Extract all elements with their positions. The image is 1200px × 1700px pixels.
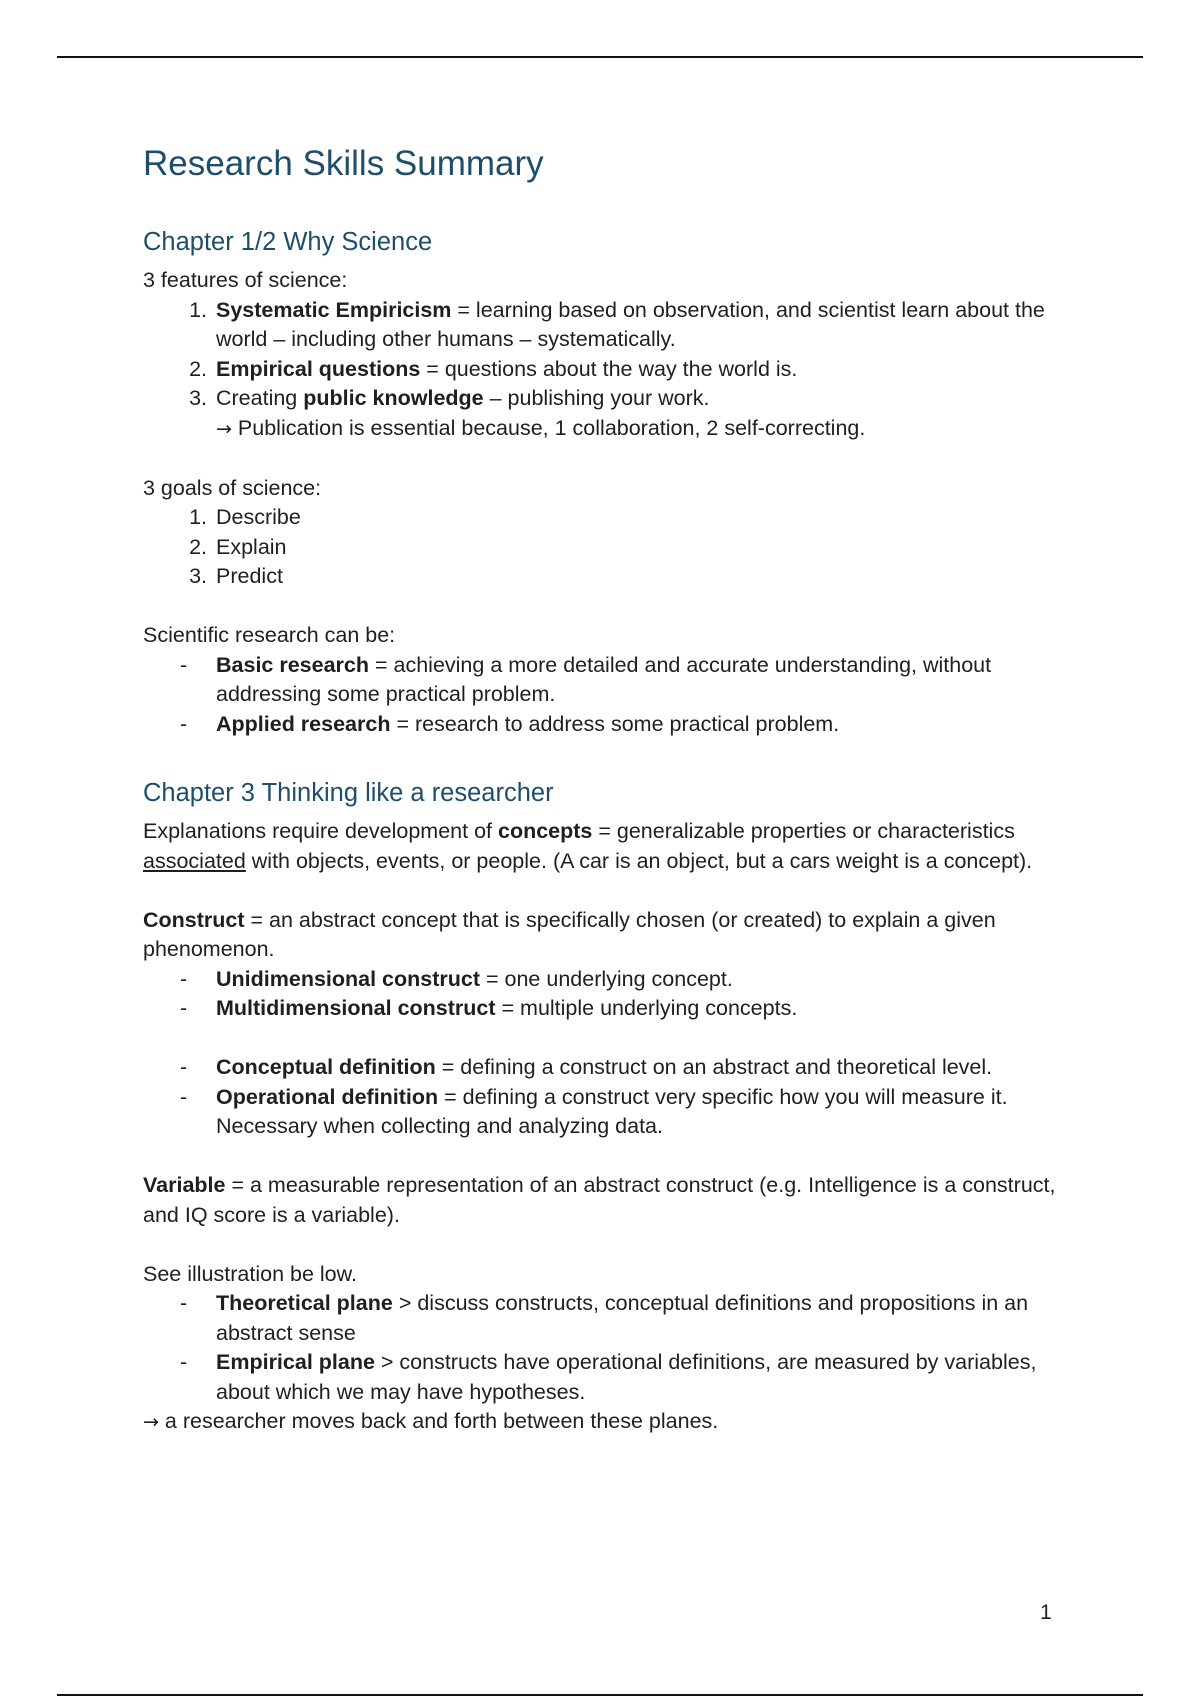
top-rule bbox=[57, 56, 1143, 58]
illustration-intro: See illustration be low. bbox=[143, 1261, 357, 1286]
document-title: Research Skills Summary bbox=[143, 144, 544, 183]
goals-intro: 3 goals of science: bbox=[143, 475, 322, 500]
goals-list bbox=[143, 503, 1063, 592]
concepts-paragraph: Explanations require development of concepts = generalizable properties or characteristics associated with objects, events, or people. (A car is an object, but a cars weight is a concept). bbox=[143, 819, 1033, 873]
list-item: - Multidimensional construct = multiple underlying concepts. bbox=[180, 996, 798, 1020]
document-page bbox=[143, 140, 1063, 1438]
chapter-3-heading: Chapter 3 Thinking like a researcher bbox=[143, 779, 554, 807]
construct-paragraph: Construct = an abstract concept that is specifically chosen (or created) to explain a given phenomenon. bbox=[143, 907, 996, 961]
list-item: 1. Systematic Empiricism = learning based on observation, and scientist learn about the world – including other humans – systematically. bbox=[189, 297, 1045, 351]
list-item: 3. Predict bbox=[189, 564, 283, 588]
list-item: 2. Empirical questions = questions about the way the world is. bbox=[189, 356, 798, 381]
list-item: - Conceptual definition = defining a construct on an abstract and theoretical level. bbox=[180, 1055, 993, 1079]
research-types-list bbox=[143, 651, 1063, 740]
chapter-1-heading: Chapter 1/2 Why Science bbox=[143, 228, 433, 256]
planes-list bbox=[143, 1289, 1063, 1407]
construct-types-list bbox=[143, 965, 1063, 1024]
list-item: - Theoretical plane > discuss constructs, conceptual definitions and propositions in an abstract sense bbox=[180, 1291, 1029, 1345]
arrow-right-icon: → bbox=[216, 417, 232, 440]
list-item: - Applied research = research to address some practical problem. bbox=[180, 711, 840, 736]
page-number: 1 bbox=[1040, 1601, 1052, 1624]
list-item: 1. Describe bbox=[189, 505, 301, 529]
features-list bbox=[143, 296, 1063, 445]
list-item: - Empirical plane > constructs have operational definitions, are measured by variables, about which we may have hypotheses. bbox=[180, 1350, 1037, 1404]
definitions-list bbox=[143, 1053, 1063, 1142]
list-item: - Unidimensional construct = one underlying concept. bbox=[180, 966, 733, 991]
features-intro: 3 features of science: bbox=[143, 268, 348, 292]
list-item: 3. Creating public knowledge – publishing your work. bbox=[189, 386, 710, 410]
research-intro: Scientific research can be: bbox=[143, 623, 396, 647]
bottom-rule bbox=[57, 1694, 1143, 1696]
arrow-right-icon: → bbox=[143, 1411, 159, 1433]
list-item: - Basic research = achieving a more detailed and accurate understanding, without addressing some practical problem. bbox=[180, 652, 992, 706]
list-item: - Operational definition = defining a construct very specific how you will measure it. Necessary when collecting and analyzing data. bbox=[180, 1084, 1008, 1138]
list-item: 2. Explain bbox=[189, 534, 287, 559]
planes-note: → a researcher moves back and forth between these planes. bbox=[143, 1409, 719, 1433]
variable-paragraph: Variable = a measurable representation of an abstract construct (e.g. Intelligence is a construct, and IQ score is a variable). bbox=[143, 1173, 1056, 1227]
publication-note: → Publication is essential because, 1 collaboration, 2 self-correcting. bbox=[216, 415, 866, 440]
